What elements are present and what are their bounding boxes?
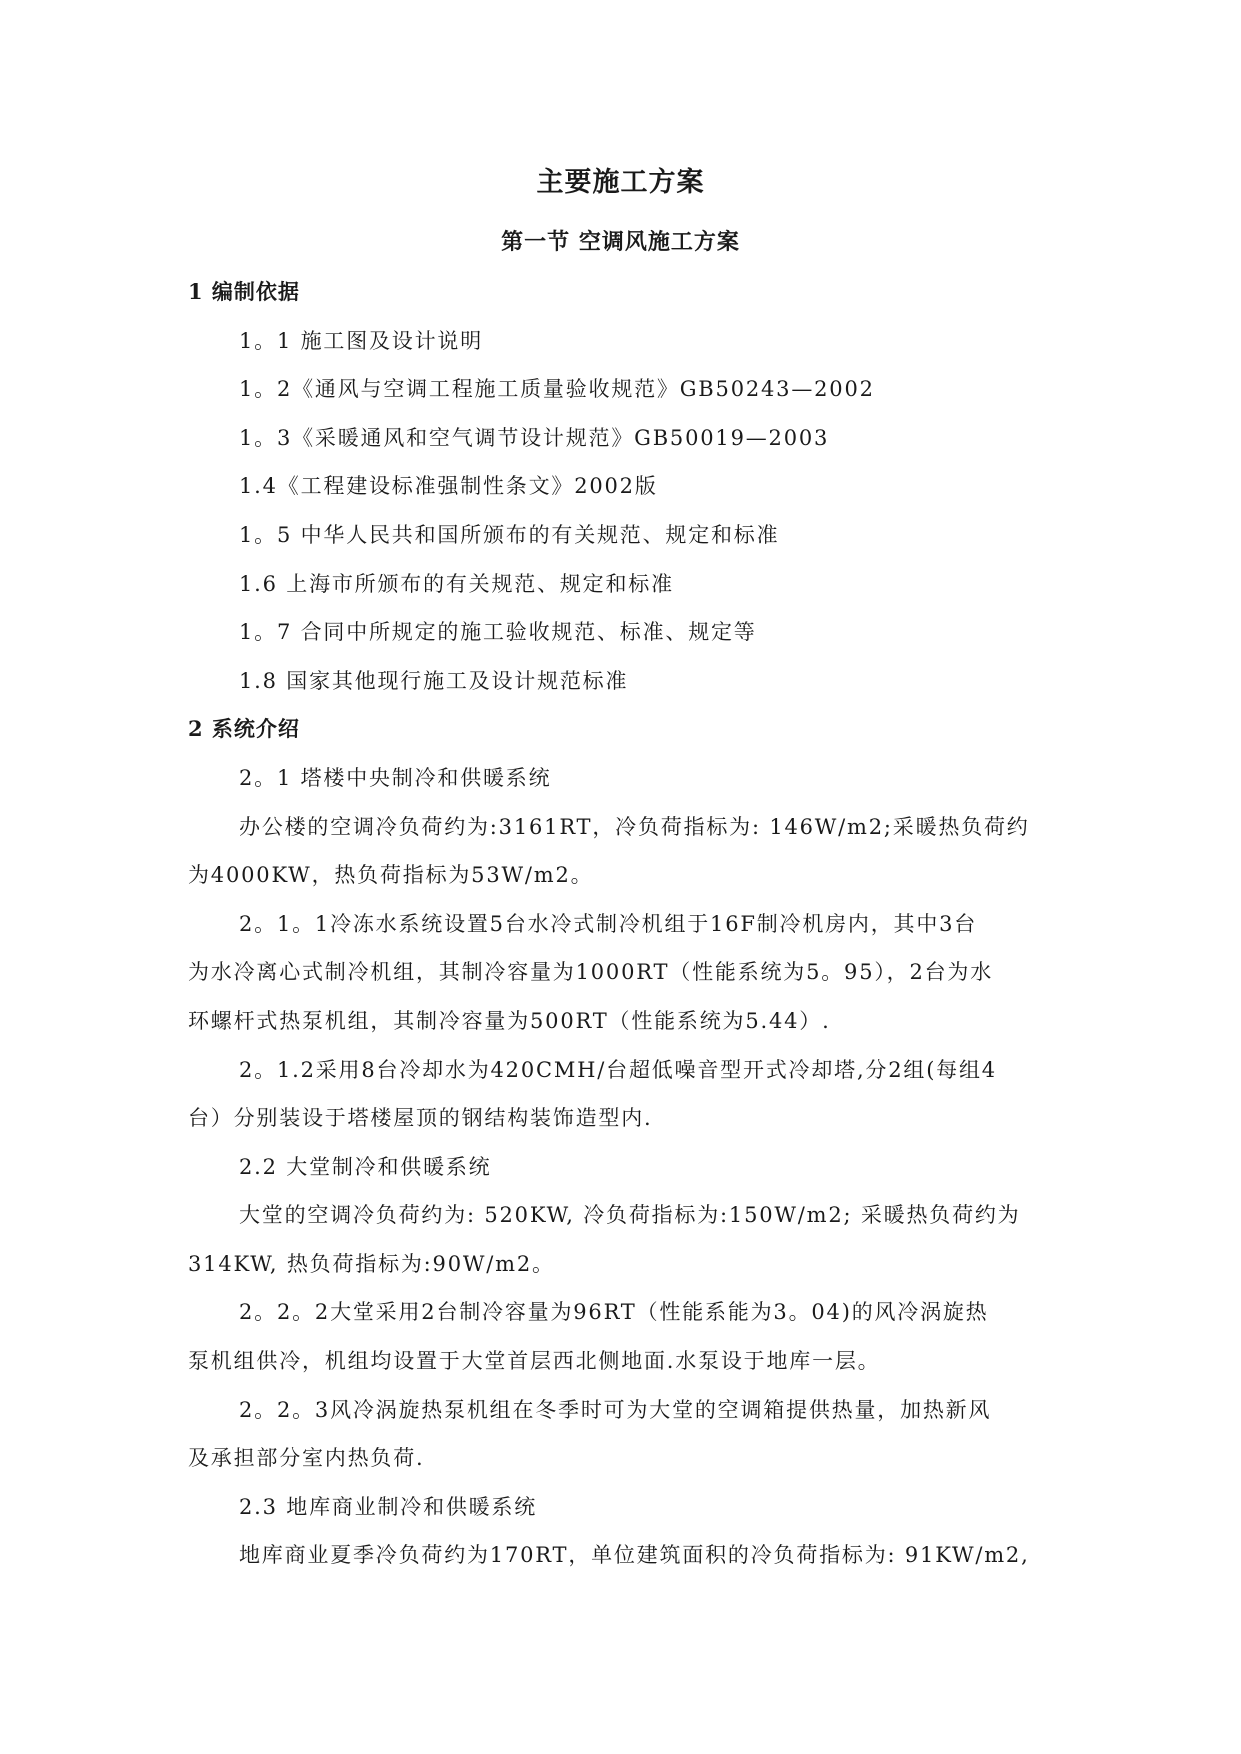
paragraph-line: 台）分别装设于塔楼屋顶的钢结构装饰造型内. [188,1106,653,1131]
paragraph-line: 2。2。3风冷涡旋热泵机组在冬季时可为大堂的空调箱提供热量，加热新风 [239,1397,992,1422]
paragraph-line: 1。3《采暖通风和空气调节设计规范》GB50019—2003 [239,425,830,450]
paragraph-line: 为水冷离心式制冷机组，其制冷容量为1000RT（性能系统为5。95），2台为水 [188,960,994,985]
section-heading: 2 系统介绍 [188,716,300,742]
paragraph-line: 314KW, 热负荷指标为:90W/m2。 [188,1251,555,1276]
paragraph-line: 为4000KW，热负荷指标为53W/m2。 [188,863,594,888]
paragraph-line: 1.8 国家其他现行施工及设计规范标准 [239,668,629,693]
paragraph-line: 及承担部分室内热负荷. [188,1446,425,1471]
paragraph-line: 1.6 上海市所颁布的有关规范、规定和标准 [239,571,674,596]
paragraph-line: 1。5 中华人民共和国所颁布的有关规范、规定和标准 [239,522,780,547]
document-title: 主要施工方案 [536,167,705,198]
section-title: 第一节 空调风施工方案 [501,229,740,255]
paragraph-line: 1。7 合同中所规定的施工验收规范、标准、规定等 [239,620,757,645]
paragraph-line: 泵机组供冷，机组均设置于大堂首层西北侧地面.水泵设于地库一层。 [188,1349,881,1374]
document-body [188,268,1058,1580]
paragraph-line: 2。1.2采用8台冷却水为420CMH/台超低噪音型开式冷却塔,分2组(每组4 [239,1057,997,1082]
paragraph-line: 1。2《通风与空调工程施工质量验收规范》GB50243—2002 [239,377,875,402]
paragraph-line: 2。1 塔楼中央制冷和供暖系统 [239,765,552,790]
paragraph-line: 办公楼的空调冷负荷约为:3161RT，冷负荷指标为: 146W/m2;采暖热负荷约 [239,814,1030,839]
paragraph-line: 大堂的空调冷负荷约为: 520KW, 冷负荷指标为:150W/m2; 采暖热负荷约为 [239,1203,1021,1228]
paragraph-line: 2.2 大堂制冷和供暖系统 [239,1154,492,1179]
paragraph-line: 1.4《工程建设标准强制性条文》2002版 [239,474,658,499]
paragraph-line: 地库商业夏季冷负荷约为170RT，单位建筑面积的冷负荷指标为: 91KW/m2, [239,1543,1030,1568]
paragraph-line: 2。1。1冷冻水系统设置5台水冷式制冷机组于16F制冷机房内，其中3台 [239,911,978,936]
section-heading: 1 编制依据 [188,279,300,304]
paragraph-line: 环螺杆式热泵机组，其制冷容量为500RT（性能系统为5.44）. [188,1008,831,1033]
paragraph-line: 2。2。2大堂采用2台制冷容量为96RT（性能系能为3。04)的风冷涡旋热 [239,1300,989,1325]
paragraph-line: 1。1 施工图及设计说明 [239,328,483,353]
paragraph-line: 2.3 地库商业制冷和供暖系统 [239,1494,538,1519]
